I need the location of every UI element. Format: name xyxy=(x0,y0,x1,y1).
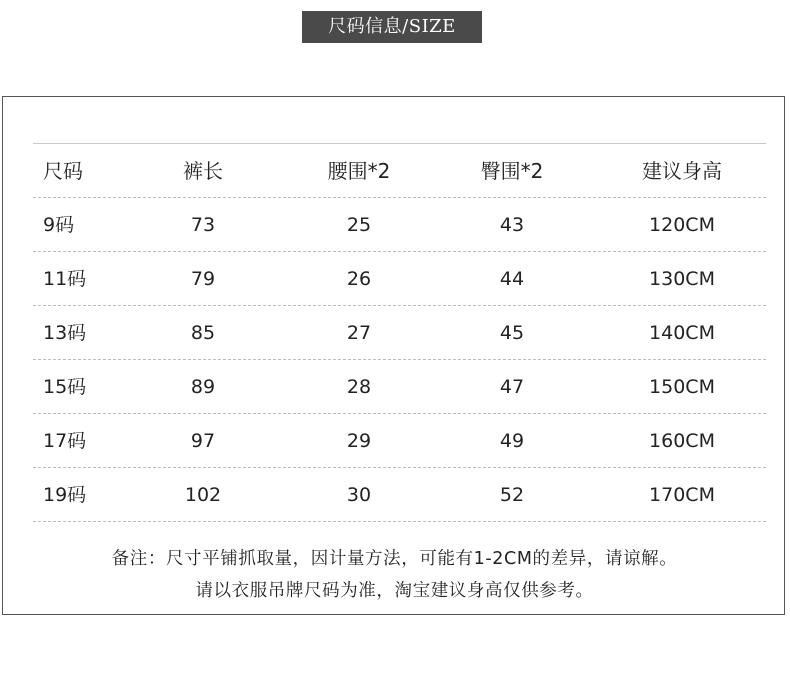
table-row xyxy=(33,360,766,414)
hip-cell: 49 xyxy=(499,430,525,452)
size-cell: 9码 xyxy=(43,214,75,236)
size-cell: 15码 xyxy=(43,376,87,398)
length-cell: 102 xyxy=(184,484,222,506)
size-cell: 19码 xyxy=(43,484,87,506)
table-row xyxy=(33,414,766,468)
header-waist: 腰围*2 xyxy=(327,159,391,183)
height-cell: 130CM xyxy=(649,268,715,290)
header-recommended-height: 建议身高 xyxy=(642,159,722,183)
length-cell: 85 xyxy=(190,322,216,344)
length-cell: 79 xyxy=(190,268,216,290)
table-row xyxy=(33,198,766,252)
length-cell: 89 xyxy=(190,376,216,398)
waist-cell: 27 xyxy=(346,322,372,344)
waist-cell: 29 xyxy=(346,430,372,452)
hip-cell: 47 xyxy=(499,376,525,398)
waist-cell: 26 xyxy=(346,268,372,290)
size-title-badge: 尺码信息/SIZE xyxy=(302,11,482,43)
waist-cell: 25 xyxy=(346,214,372,236)
table-row xyxy=(33,252,766,306)
size-cell: 17码 xyxy=(43,430,87,452)
height-cell: 170CM xyxy=(649,484,715,506)
row-divider xyxy=(33,521,766,522)
header-hip: 臀围*2 xyxy=(480,159,544,183)
waist-cell: 30 xyxy=(346,484,372,506)
table-row xyxy=(33,306,766,360)
hip-cell: 45 xyxy=(499,322,525,344)
header-pants-length: 裤长 xyxy=(183,159,223,183)
height-cell: 150CM xyxy=(649,376,715,398)
table-header-row xyxy=(33,144,766,198)
table-row xyxy=(33,468,766,522)
remark-note-line-2: 请以衣服吊牌尺码为准，淘宝建议身高仅供参考。 xyxy=(195,581,594,601)
size-cell: 13码 xyxy=(43,322,87,344)
height-cell: 160CM xyxy=(649,430,715,452)
height-cell: 140CM xyxy=(649,322,715,344)
hip-cell: 52 xyxy=(499,484,525,506)
hip-cell: 44 xyxy=(499,268,525,290)
length-cell: 73 xyxy=(190,214,216,236)
size-table-panel xyxy=(2,96,785,615)
size-cell: 11码 xyxy=(43,268,87,290)
waist-cell: 28 xyxy=(346,376,372,398)
height-cell: 120CM xyxy=(649,214,715,236)
header-size: 尺码 xyxy=(43,159,83,183)
hip-cell: 43 xyxy=(499,214,525,236)
length-cell: 97 xyxy=(190,430,216,452)
remark-note-line-1: 备注：尺寸平铺抓取量，因计量方法，可能有1-2CM的差异，请谅解。 xyxy=(111,549,678,569)
